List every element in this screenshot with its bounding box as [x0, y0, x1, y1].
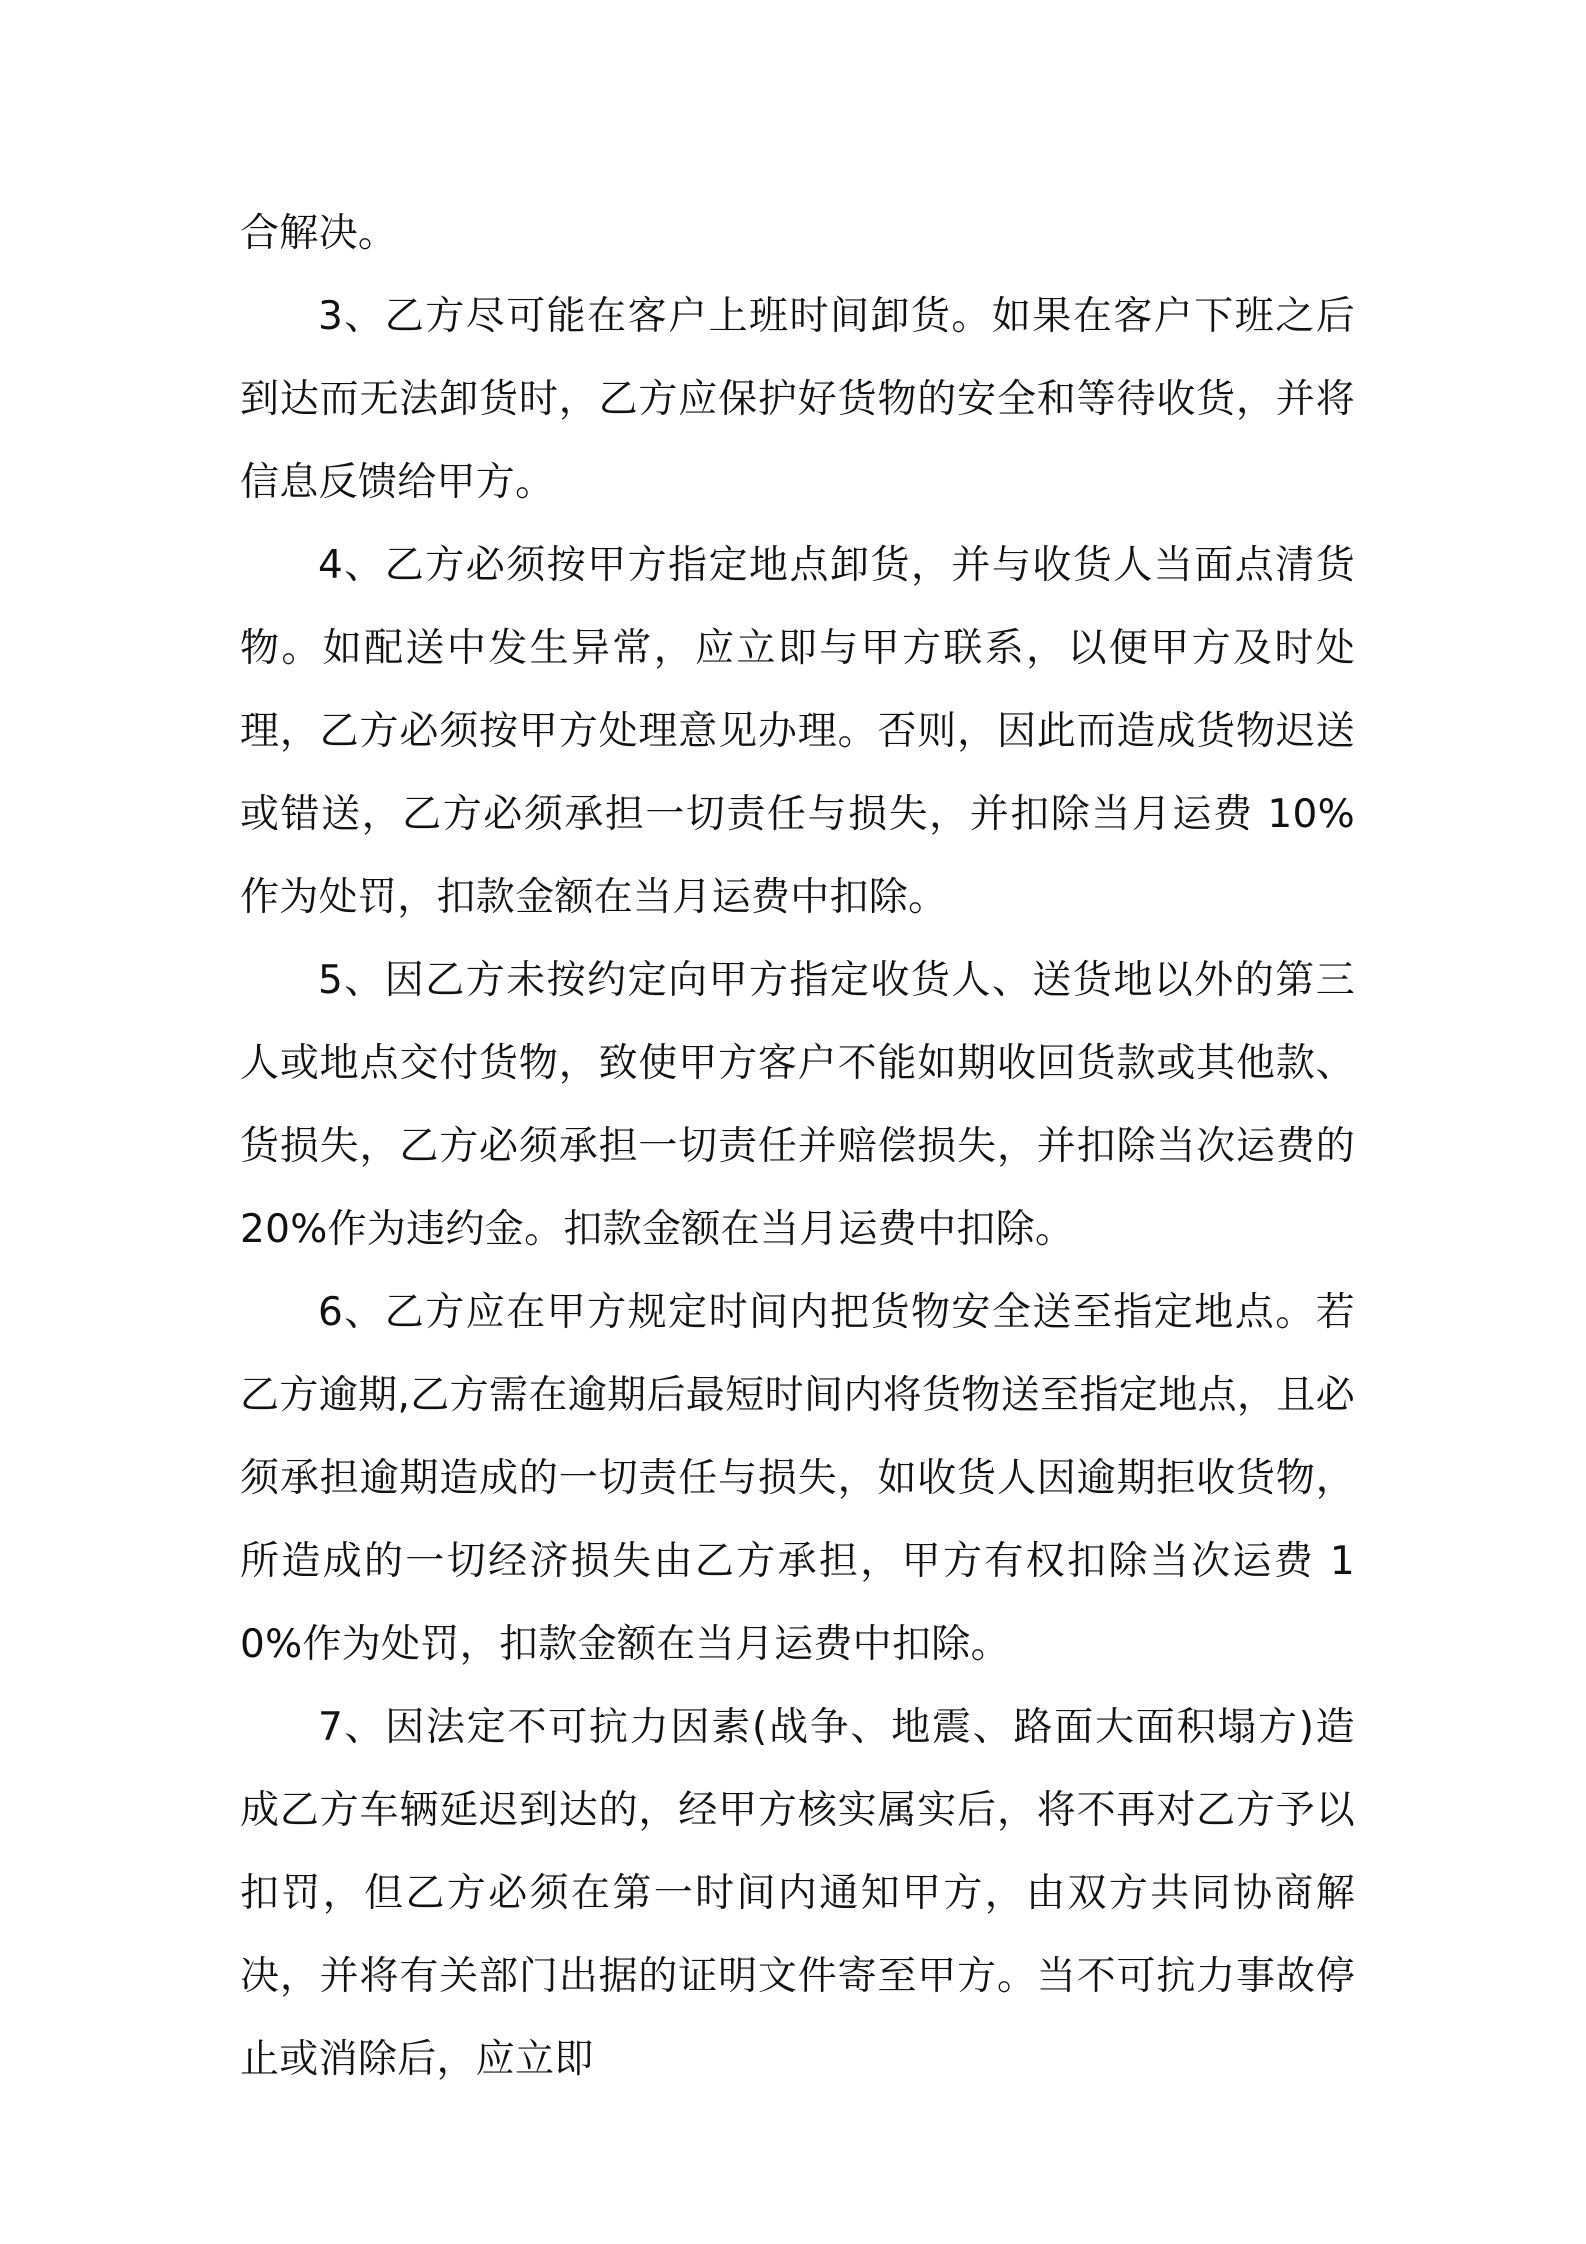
clause-3-paragraph: 3、乙方尽可能在客户上班时间卸货。如果在客户下班之后到达而无法卸货时，乙方应保护好货物的安全和等待收货，并将信息反馈给甲方。: [240, 294, 1355, 505]
paragraph-continuation: 合解决。: [240, 211, 398, 256]
clause-6-paragraph: 6、乙方应在甲方规定时间内把货物安全送至指定地点。若乙方逾期,乙方需在逾期后最短时间内将货物送至指定地点，且必须承担逾期造成的一切责任与损失，如收货人因逾期拒收货物，所造成的一切经济损失由乙方承担，甲方有权扣除当次运费 10%作为处罚，扣款金额在当月运费中扣除。: [240, 1290, 1355, 1667]
clause-7-paragraph: 7、因法定不可抗力因素(战争、地震、路面大面积塌方)造成乙方车辆延迟到达的，经甲方核实属实后，将不再对乙方予以扣罚，但乙方必须在第一时间内通知甲方，由双方共同协商解决，并将有关部门出据的证明文件寄至甲方。当不可抗力事故停止或消除后，应立即: [240, 1705, 1355, 2082]
clause-5-paragraph: 5、因乙方未按约定向甲方指定收货人、送货地以外的第三人或地点交付货物，致使甲方客户不能如期收回货款或其他款、货损失，乙方必须承担一切责任并赔偿损失，并扣除当次运费的 20%作为违约金。扣款金额在当月运费中扣除。: [240, 958, 1355, 1252]
document-body: [240, 192, 1355, 2101]
clause-4-paragraph: 4、乙方必须按甲方指定地点卸货，并与收货人当面点清货物。如配送中发生异常，应立即与甲方联系，以便甲方及时处理，乙方必须按甲方处理意见办理。否则，因此而造成货物迟送或错送，乙方必须承担一切责任与损失，并扣除当月运费 10%作为处罚，扣款金额在当月运费中扣除。: [240, 543, 1355, 920]
